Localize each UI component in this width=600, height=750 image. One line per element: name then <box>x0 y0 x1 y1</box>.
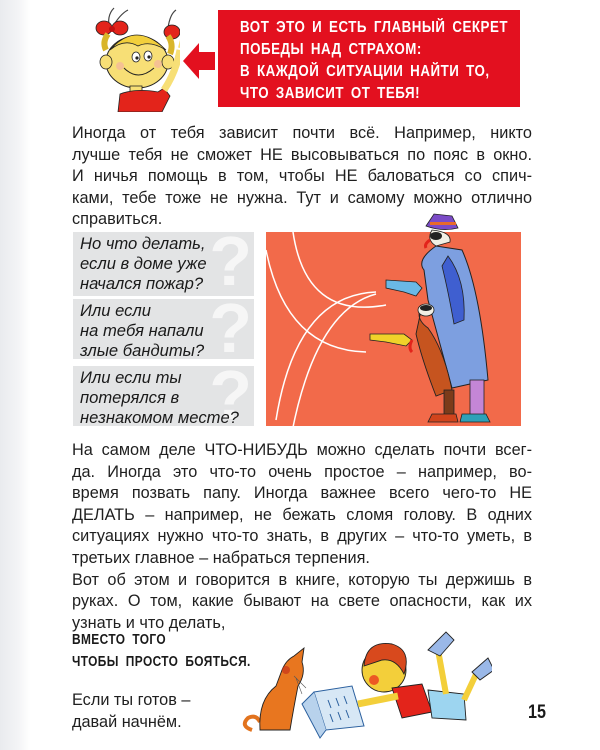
arrow-left-icon <box>183 43 215 79</box>
question-line: злые бандиты? <box>80 341 205 359</box>
text-line: Вот об этом и говорится в книге, которую ты держишь в <box>72 570 532 589</box>
text-line: давай начнём. <box>72 712 182 731</box>
text-line: ситуациях нужно что-то знать, в других – что-то уметь, в <box>72 527 532 546</box>
main-paragraph <box>72 440 532 634</box>
bandits-illustration <box>266 210 526 432</box>
question-mark-icon: ? <box>209 232 252 296</box>
text-line: Иногда от тебя зависит почти всё. Например, никто <box>72 124 532 142</box>
girl-pointing-illustration <box>40 2 180 112</box>
question-box-bandits <box>73 299 254 359</box>
text-line: лучше тебя не сможет НЕ высовываться по пояс в окно. <box>72 145 532 164</box>
question-box-lost <box>73 366 254 426</box>
secret-banner <box>218 10 520 107</box>
question-line: начался пожар? <box>80 274 204 293</box>
text-line: справиться. <box>72 210 163 229</box>
emphasis-line: ЧТОБЫ ПРОСТО БОЯТЬСЯ. <box>72 654 251 670</box>
text-line: узнать и что делать, <box>72 613 226 632</box>
banner-line: ЧТО ЗАВИСИТ ОТ ТЕБЯ! <box>240 85 421 102</box>
banner-line: ПОБЕДЫ НАД СТРАХОМ: <box>240 41 422 58</box>
question-mark-icon: ? <box>209 366 252 426</box>
question-line: Но что делать, <box>80 234 206 253</box>
question-line: на тебя напали <box>80 321 204 340</box>
page-number: 15 <box>528 702 546 723</box>
question-line: потерялся в <box>80 388 180 407</box>
banner-line: В КАЖДОЙ СИТУАЦИИ НАЙТИ ТО, <box>240 63 490 80</box>
text-line: да. Иногда это что-то очень простое – например, во- <box>72 462 532 481</box>
question-line: если в доме уже <box>80 254 207 273</box>
text-line: Если ты готов – <box>72 691 191 709</box>
emphasis-line: ВМЕСТО ТОГО <box>72 632 167 648</box>
banner-line: ВОТ ЭТО И ЕСТЬ ГЛАВНЫЙ СЕКРЕТ <box>240 19 509 36</box>
text-line: третьих главное – набраться терпения. <box>72 548 370 567</box>
question-box-fire <box>73 232 254 296</box>
text-line: ками, тебе тоже не нужна. Тут и самому можно отлично <box>72 188 532 207</box>
question-line: незнакомом месте? <box>80 408 239 426</box>
question-mark-icon: ? <box>209 299 252 359</box>
text-line: И ничья помощь в том, чтобы НЕ баловаться со спич- <box>72 167 532 186</box>
text-line: время позвать папу. Иногда важнее всего чего-то НЕ <box>72 484 532 503</box>
text-line: руках. О том, какие бывают на свете опасности, как их <box>72 592 532 611</box>
boy-reading-with-cat-illustration <box>232 630 492 742</box>
question-line: Или если <box>80 301 151 320</box>
text-line: ДЕЛАТЬ – например, не бежать сломя голову. В одних <box>72 505 532 524</box>
page-edge-shadow <box>0 0 30 750</box>
text-line: На самом деле ЧТО-НИБУДЬ можно сделать почти всег- <box>72 441 532 459</box>
question-line: Или если ты <box>80 368 182 387</box>
